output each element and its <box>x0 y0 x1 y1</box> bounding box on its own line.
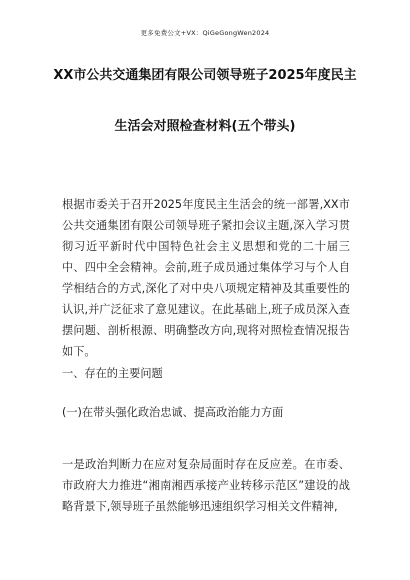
document-title-line-1: XX市公共交通集团有限公司领导班子2025年度民主 <box>53 68 357 83</box>
intro-paragraph: 根据市委关于召开2025年度民主生活会的统一部署,XX市公共交通集团有限公司领导班子紧扣会议主题,深入学习贯彻习近平新时代中国特色社会主义思想和党的二十届三中、四中全会精神。会前,班子成员通过集体学习与个人自学相结合的方式,深化了对中央八项规定精神及其重要性的认识,并广泛征求了意见建议。在此基础上,班子成员深入查摆问题、剖析根源、明确整改方向,现将对照检查情况报告如下。 <box>62 198 350 358</box>
section-heading: 一、存在的主要问题 <box>62 367 163 380</box>
document-title-line-2: 生活会对照检查材料(五个带头) <box>114 119 296 134</box>
body-paragraph: 一是政治判断力在应对复杂局面时存在反应差。在市委、市政府大力推进“湘南湘西承接产业转移示范区”建设的战略背景下,领导班子虽然能够迅速组织学习相关文件精神, <box>62 458 350 513</box>
header-note: 更多免费公文+VX：QiGeGongWen2024 <box>140 29 270 37</box>
subsection-heading: (一)在带头强化政治忠诚、提高政治能力方面 <box>62 406 284 419</box>
